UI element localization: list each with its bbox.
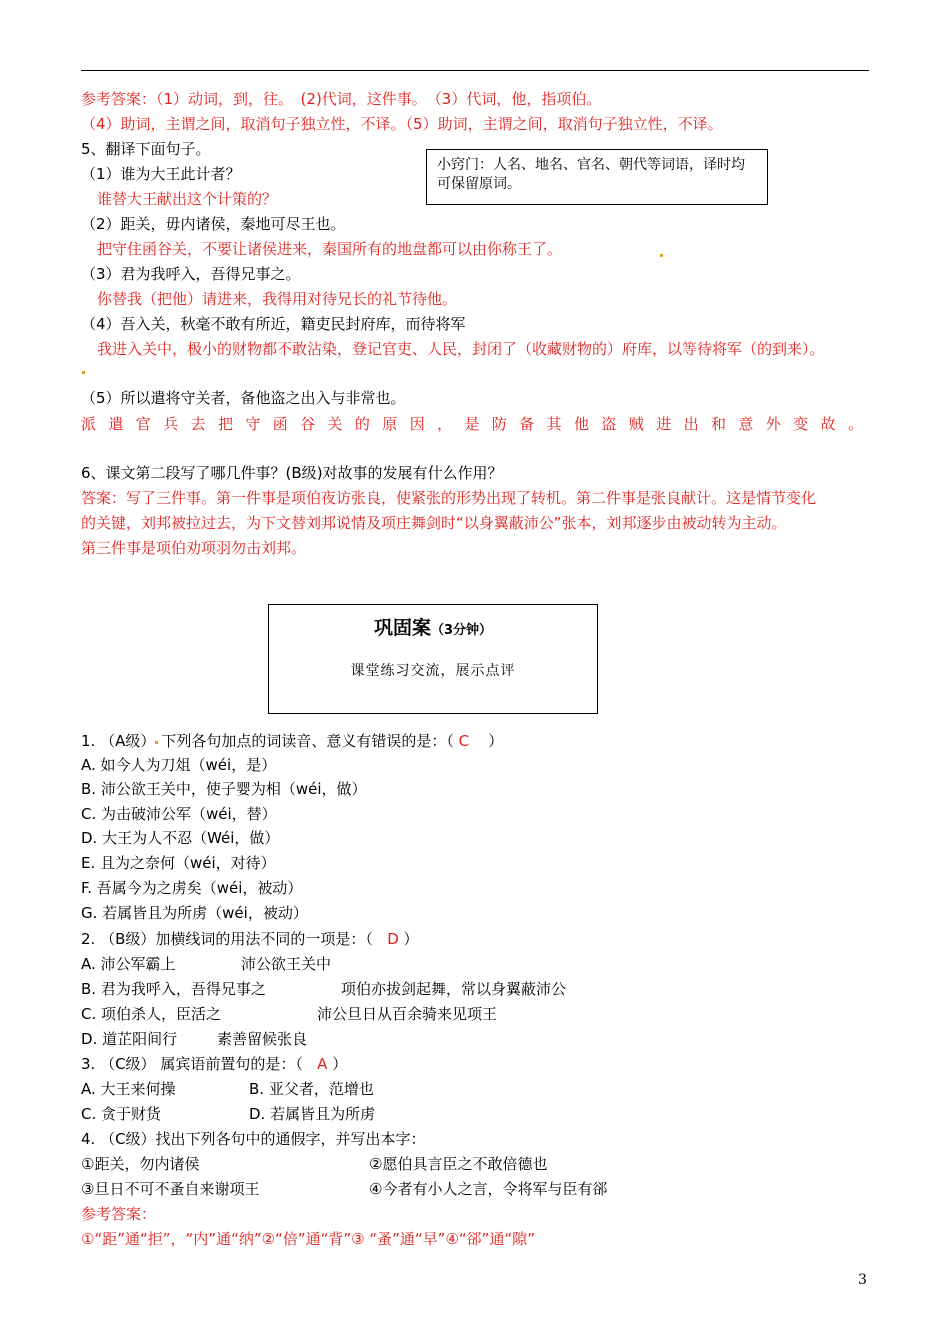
ex4-item-1: ①距关，勿内诸侯 — [81, 1155, 200, 1173]
answer-char: 遣 — [108, 415, 124, 433]
ex4-item-3: ③旦日不可不蚤自来谢项王 — [81, 1180, 260, 1198]
ex3-stem-text: 3. （C级） 属宾语前置句的是：（ — [81, 1055, 303, 1073]
answer-char: 兵 — [163, 415, 179, 433]
answer-char: 谷 — [300, 415, 316, 433]
q5-item-5: （5）所以遣将守关者，备他盗之出入与非常也。 — [81, 389, 406, 407]
ex3-option-a: A. 大王来何操 — [81, 1080, 176, 1098]
answer-char: 进 — [656, 415, 672, 433]
ex1-stem-a: 1. （A级） — [81, 732, 156, 750]
ex1-stem-b: 下列各句加点的词读音、意义有错误的是：（ — [161, 732, 454, 750]
answer-char: ， — [437, 415, 453, 433]
q6-answer-line-1: 答案：写了三件事。第一件事是项伯夜访张良，使紧张的形势出现了转机。第二件事是张良献计。这是情节变化 — [81, 489, 817, 507]
answer-char: 其 — [546, 415, 562, 433]
ex2-option-c-right: 沛公旦日从百余骑来见项王 — [317, 1005, 498, 1023]
answer-char: 外 — [765, 415, 781, 433]
answer-char: 守 — [245, 415, 261, 433]
answer-char: 防 — [491, 415, 507, 433]
ex3-stem — [81, 1054, 347, 1074]
ex1-answer: C — [458, 732, 470, 750]
q5-item-4: （4）吾入关，秋毫不敢有所近，籍吏民封府库，而待将军 — [81, 315, 466, 333]
ex4-item-4: ④今者有小人之言，令将军与臣有郤 — [369, 1180, 608, 1198]
q6-answer-line-3: 第三件事是项伯劝项羽勿击刘邦。 — [81, 539, 307, 557]
answer-char: 函 — [272, 415, 288, 433]
ex1-option-g: G. 若属皆且为所虏（wéi，被动） — [81, 904, 308, 922]
ink-mark — [660, 254, 663, 257]
ex2-option-b-right: 项伯亦拔剑起舞，常以身翼蔽沛公 — [341, 980, 567, 998]
q5-answer-5 — [81, 414, 863, 434]
ex3-stem-end: ） — [332, 1055, 348, 1073]
consolidate-title — [269, 613, 597, 640]
ex2-stem-text: 2. （B级）加横线词的用法不同的一项是：（ — [81, 930, 373, 948]
ex2-a-left: A. 沛公军霸上 — [81, 955, 176, 973]
answer-char: 的 — [354, 415, 370, 433]
tip-box: 小窍门：人名、地名、官名、朝代等词语，译时均可保留原词。 — [426, 149, 768, 205]
ex1-option-d: D. 大王为人不忍（Wéi，做） — [81, 829, 280, 847]
answer-char: 出 — [683, 415, 699, 433]
ex2-option-d: D. 道芷阳间行 — [81, 1030, 178, 1048]
header-rule — [81, 70, 869, 71]
ex2-option-a — [81, 954, 176, 974]
answer-char: 贼 — [628, 415, 644, 433]
consolidate-subtitle: 课堂练习交流，展示点评 — [350, 663, 516, 679]
q5-answer-2: 把守住函谷关，不要让诸侯进来，秦国所有的地盘都可以由你称王了。 — [97, 240, 563, 258]
ex2-option-c: C. 项伯杀人，臣活之 — [81, 1005, 222, 1023]
q5-answer-4: 我进入关中，极小的财物都不敢沾染，登记官吏、人民，封闭了（收藏财物的）府库，以等待将军（的到来）。 — [97, 340, 825, 358]
answer-char: 。 — [847, 415, 863, 433]
ink-mark — [155, 741, 158, 744]
ex2-stem-end: ） — [403, 930, 419, 948]
ex1-option-f: F. 吾属今为之虏矣（wéi，被动） — [81, 879, 303, 897]
q5-title: 5、翻译下面句子。 — [81, 140, 211, 158]
ex1-option-e: E. 且为之奈何（wéi，对待） — [81, 854, 276, 872]
answer-char: 变 — [793, 415, 809, 433]
ex3-option-c: C. 贪于财货 — [81, 1105, 162, 1123]
ex2-stem — [81, 929, 419, 949]
answer-char: 原 — [382, 415, 398, 433]
answer-char: 和 — [710, 415, 726, 433]
ink-mark — [82, 371, 85, 374]
answer-char: 备 — [519, 415, 535, 433]
ex3-option-b: B. 亚父者，范增也 — [249, 1080, 374, 1098]
q6-title: 6、课文第二段写了哪几件事？(B级)对故事的发展有什么作用？ — [81, 464, 503, 482]
ex2-answer: D — [387, 930, 399, 948]
q5-item-2: （2）距关，毋内诸侯，秦地可尽王也。 — [81, 215, 346, 233]
ex3-option-d: D. 若属皆且为所虏 — [249, 1105, 376, 1123]
answer-char: 关 — [327, 415, 343, 433]
consolidate-time: （3分钟） — [430, 623, 493, 638]
consolidate-title-text: 巩固案 — [373, 617, 431, 639]
ex1-option-c: C. 为击破沛公军（wéi，替） — [81, 805, 277, 823]
ex4-ref-answer: ①“距”通“拒”，“内”通“纳”②“倍”通“背”③ “蚤”通“早”④“郤”通“隙” — [81, 1230, 535, 1248]
q5-item-1: （1）谁为大王此计者？ — [81, 165, 241, 183]
answer-char: 因 — [409, 415, 425, 433]
page-number: 3 — [858, 1272, 867, 1288]
answer-char: 派 — [81, 415, 97, 433]
answer-char: 把 — [217, 415, 233, 433]
ex2-option-a-right: 沛公欲王关中 — [241, 955, 332, 973]
ex1-option-a: A. 如今人为刀俎（wéi，是） — [81, 756, 277, 774]
ex1-option-b: B. 沛公欲王关中，使子婴为相（wéi，做） — [81, 780, 367, 798]
q5-answer-1: 谁替大王献出这个计策的？ — [97, 190, 278, 208]
ex2-option-d-right: 素善留候张良 — [217, 1030, 308, 1048]
ex2-option-b: B. 君为我呼入，吾得兄事之 — [81, 980, 266, 998]
q6-answer-line-2: 的关键，刘邦被拉过去，为下文替刘邦说情及项庄舞剑时“以身翼蔽沛公”张本，刘邦逐步由被动转为主动。 — [81, 514, 787, 532]
answer-char: 故 — [820, 415, 836, 433]
ex1-stem — [81, 731, 503, 751]
answer-char: 去 — [190, 415, 206, 433]
answer-char: 是 — [464, 415, 480, 433]
q5-item-3: （3）君为我呼入，吾得兄事之。 — [81, 265, 301, 283]
ex4-ref-label: 参考答案： — [81, 1205, 157, 1223]
ex3-answer: A — [317, 1055, 328, 1073]
ref-answer-line-1: 参考答案：（1）动词，到，往。 (2)代词，这件事。 （3）代词，他，指项伯。 — [81, 90, 602, 108]
answer-char: 盗 — [601, 415, 617, 433]
answer-char: 官 — [135, 415, 151, 433]
ex4-stem: 4. （C级）找出下列各句中的通假字，并写出本字： — [81, 1130, 426, 1148]
answer-char: 他 — [574, 415, 590, 433]
answer-char: 意 — [738, 415, 754, 433]
ex1-stem-c: ） — [488, 732, 504, 750]
q5-answer-3: 你替我（把他）请进来，我得用对待兄长的礼节待他。 — [97, 290, 458, 308]
consolidate-box — [268, 604, 598, 714]
ex4-item-2: ②愿伯具言臣之不敢倍德也 — [369, 1155, 548, 1173]
ref-answer-line-2: （4）助词，主谓之间，取消句子独立性，不译。（5）助词，主谓之间，取消句子独立性，不译。 — [81, 115, 723, 133]
